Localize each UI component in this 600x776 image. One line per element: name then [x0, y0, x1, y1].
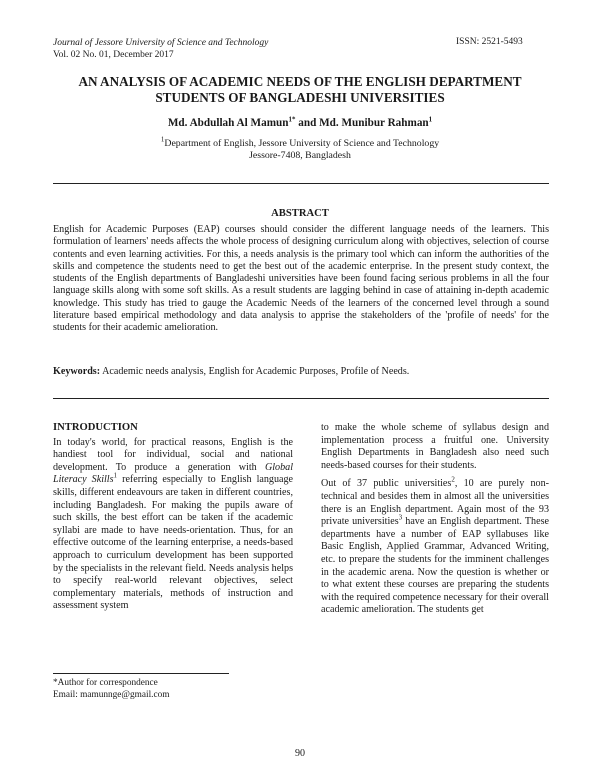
- footnote-ref-3: 3: [398, 513, 403, 522]
- r2-text-b: , 10 are purely non-technical and besides them in almost all the universities there is an English department. Again most of the 93 private universities: [321, 478, 549, 528]
- footnote-email: Email: mamunnge@gmail.com: [53, 690, 170, 700]
- author-2: Md. Munibur Rahman: [319, 117, 429, 129]
- intro-text: In today's world, for practical reasons, English is the handiest tool for individual, social and national development. To produce a generation with: [53, 436, 293, 473]
- author-list: [50, 117, 550, 129]
- title-line-2: STUDENTS OF BANGLADESHI UNIVERSITIES: [155, 90, 445, 105]
- keywords-text: Academic needs analysis, English for Academic Purposes, Profile of Needs.: [100, 366, 410, 377]
- author-1: Md. Abdullah Al Mamun: [167, 117, 289, 129]
- title-line-1: AN ANALYSIS OF ACADEMIC NEEDS OF THE ENGLISH DEPARTMENT: [78, 74, 522, 89]
- left-column: [53, 422, 293, 619]
- footnote: [53, 677, 169, 701]
- footnote-divider: [53, 673, 229, 674]
- right-paragraph-2: [321, 478, 549, 617]
- footnote-ref-1: 1: [113, 472, 118, 481]
- right-column: [321, 422, 549, 623]
- volume-info: Vol. 02 No. 01, December 2017: [53, 50, 174, 60]
- right-paragraph-1: to make the whole scheme of syllabus design and implementation process a fruitful one. University English Departments in Bangladesh also need such needs-based courses for their students.: [321, 422, 549, 471]
- paper-title: [50, 74, 550, 106]
- page-number: 90: [295, 748, 305, 759]
- keywords: [53, 366, 549, 377]
- footnote-ref-2: 2: [451, 476, 455, 485]
- r2-text-a: Out of 37 public universities: [321, 478, 452, 490]
- abstract-text: English for Academic Purposes (EAP) courses should consider the different language needs of the learners. This formulation of learners' needs affects the whole process of designing curriculum along with objectives, selection of course contents and even learning activities. For this, a needs analysis is the primary tool which can inform the authorities of the skills and competence the students need to get the best out of the academic enterprise. In the present study context, the students of the English departments of Bangladeshi universities have been found facing serious problems in all the four language skills along with some soft skills. As a result students are lagging behind in case of attaining in-depth academic knowledge. This study has tried to gauge the Academic Needs of the learners of the concerned level through a sound literature based empirical methodology and data analysis to apprise the stakeholders of the 'profile of needs' for the students for their academic amelioration.: [53, 224, 549, 334]
- intro-text-cont: referring especially to English language skills, different endeavours are taken in different countries, including Bangladesh. For making the pupils aware of such skills, the best effort can be taken if the academic syllabi are made to have needs-orientation. Thus, for an effective outcome of the learning enterprise, a needs-based approach to curriculum development has been supported by the specialists in the relevant field. Needs analysis helps to specify real-world relevant objectives, select complementary materials, methods of instruction and assessment system: [53, 474, 294, 612]
- running-header: [53, 37, 268, 61]
- section-heading-introduction: INTRODUCTION: [53, 422, 138, 433]
- journal-name: Journal of Jessore University of Science and Technology: [53, 38, 269, 48]
- r2-text-c: have an English department. These departments have a number of EAP syllabuses like Basic English, Applied Grammar, Advanced Writing, etc. to prepare the students for the imminent challenges in the academic arena. Now the question is whether or to what extent these courses are preparing the students with the required competence necessary for their overall academic amelioration. The students get: [321, 516, 549, 616]
- affiliation-line-1: Department of English, Jessore University of Science and Technology: [164, 138, 440, 149]
- footnote-author: *Author for correspondence: [53, 678, 158, 688]
- divider-top: [53, 183, 549, 184]
- author-conjunction: and: [295, 117, 320, 129]
- intro-paragraph-1: [53, 437, 293, 613]
- divider-bottom: [53, 398, 549, 399]
- affiliation-line-2: Jessore-7408, Bangladesh: [249, 150, 351, 161]
- abstract-heading: ABSTRACT: [271, 208, 329, 219]
- keywords-label: Keywords:: [53, 366, 101, 377]
- author-1-mark: 1*: [288, 115, 296, 124]
- global-literacy-skills: Global Literacy Skills: [53, 461, 293, 486]
- author-2-mark: 1: [428, 115, 433, 124]
- issn: ISSN: 2521-5493: [456, 37, 523, 47]
- affiliation-mark: 1: [160, 135, 165, 144]
- affiliation: [50, 135, 550, 162]
